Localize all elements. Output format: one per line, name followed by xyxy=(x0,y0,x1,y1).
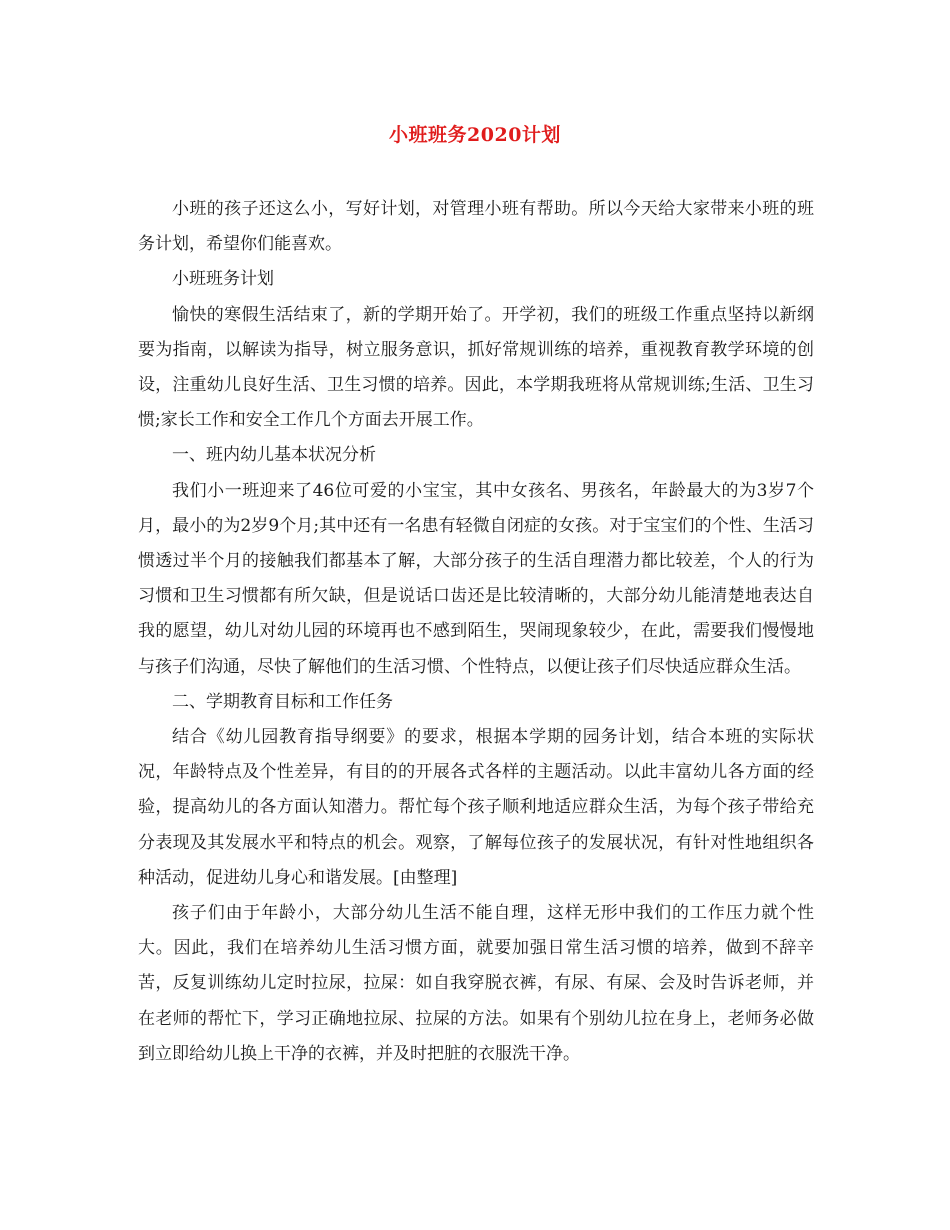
section-heading-1: 一、班内幼儿基本状况分析 xyxy=(172,445,376,466)
paragraph-intro: 小班的孩子还这么小，写好计划，对管理小班有帮助。所以今天给大家带来小班的班务计划，希望你们能喜欢。 xyxy=(138,199,814,255)
paragraph-analysis: 我们小一班迎来了46位可爱的小宝宝，其中女孩名、男孩名，年龄最大的为3岁7个月，最小的为2岁9个月;其中还有一名患有轻微自闭症的女孩。对于宝宝们的个性、生活习惯透过半个月的接触我们都基本了解，大部分孩子的生活自理潜力都比较差，个人的行为习惯和卫生习惯都有所欠缺，但是说话口齿还是比较清晰的，大部分幼儿能清楚地表达自我的愿望，幼儿对幼儿园的环境再也不感到陌生，哭闹现象较少，在此，需要我们慢慢地与孩子们沟通，尽快了解他们的生活习惯、个性特点，以便让孩子们尽快适应群众生活。 xyxy=(138,480,814,677)
paragraph-overview: 愉快的寒假生活结束了，新的学期开始了。开学初，我们的班级工作重点坚持以新纲要为指南，以解读为指导，树立服务意识，抓好常规训练的培养，重视教育教学环境的创设，注重幼儿良好生活、卫生习惯的培养。因此，本学期我班将从常规训练;生活、卫生习惯;家长工作和安全工作几个方面去开展工作。 xyxy=(138,304,814,431)
paragraph-goals: 结合《幼儿园教育指导纲要》的要求，根据本学期的园务计划，结合本班的实际状况，年龄特点及个性差异，有目的的开展各式各样的主题活动。以此丰富幼儿各方面的经验，提高幼儿的各方面认知潜力。帮忙每个孩子顺利地适应群众生活，为每个孩子带给充分表现及其发展水平和特点的机会。观察，了解每位孩子的发展状况，有针对性地组织各种活动，促进幼儿身心和谐发展。[由整理] xyxy=(138,727,814,888)
paragraph-subtitle: 小班班务计划 xyxy=(172,269,274,290)
document-title: 小班班务2020计划 xyxy=(389,124,561,146)
paragraph-habits: 孩子们由于年龄小，大部分幼儿生活不能自理，这样无形中我们的工作压力就个性大。因此，我们在培养幼儿生活习惯方面，就要加强日常生活习惯的培养，做到不辞辛苦，反复训练幼儿定时拉尿，拉屎：如自我穿脱衣裤，有尿、有屎、会及时告诉老师，并在老师的帮忙下，学习正确地拉尿、拉屎的方法。如果有个别幼儿拉在身上，老师务必做到立即给幼儿换上干净的衣裤，并及时把脏的衣服洗干净。 xyxy=(138,903,814,1064)
section-heading-2: 二、学期教育目标和工作任务 xyxy=(172,691,393,712)
document-body xyxy=(138,192,814,1072)
